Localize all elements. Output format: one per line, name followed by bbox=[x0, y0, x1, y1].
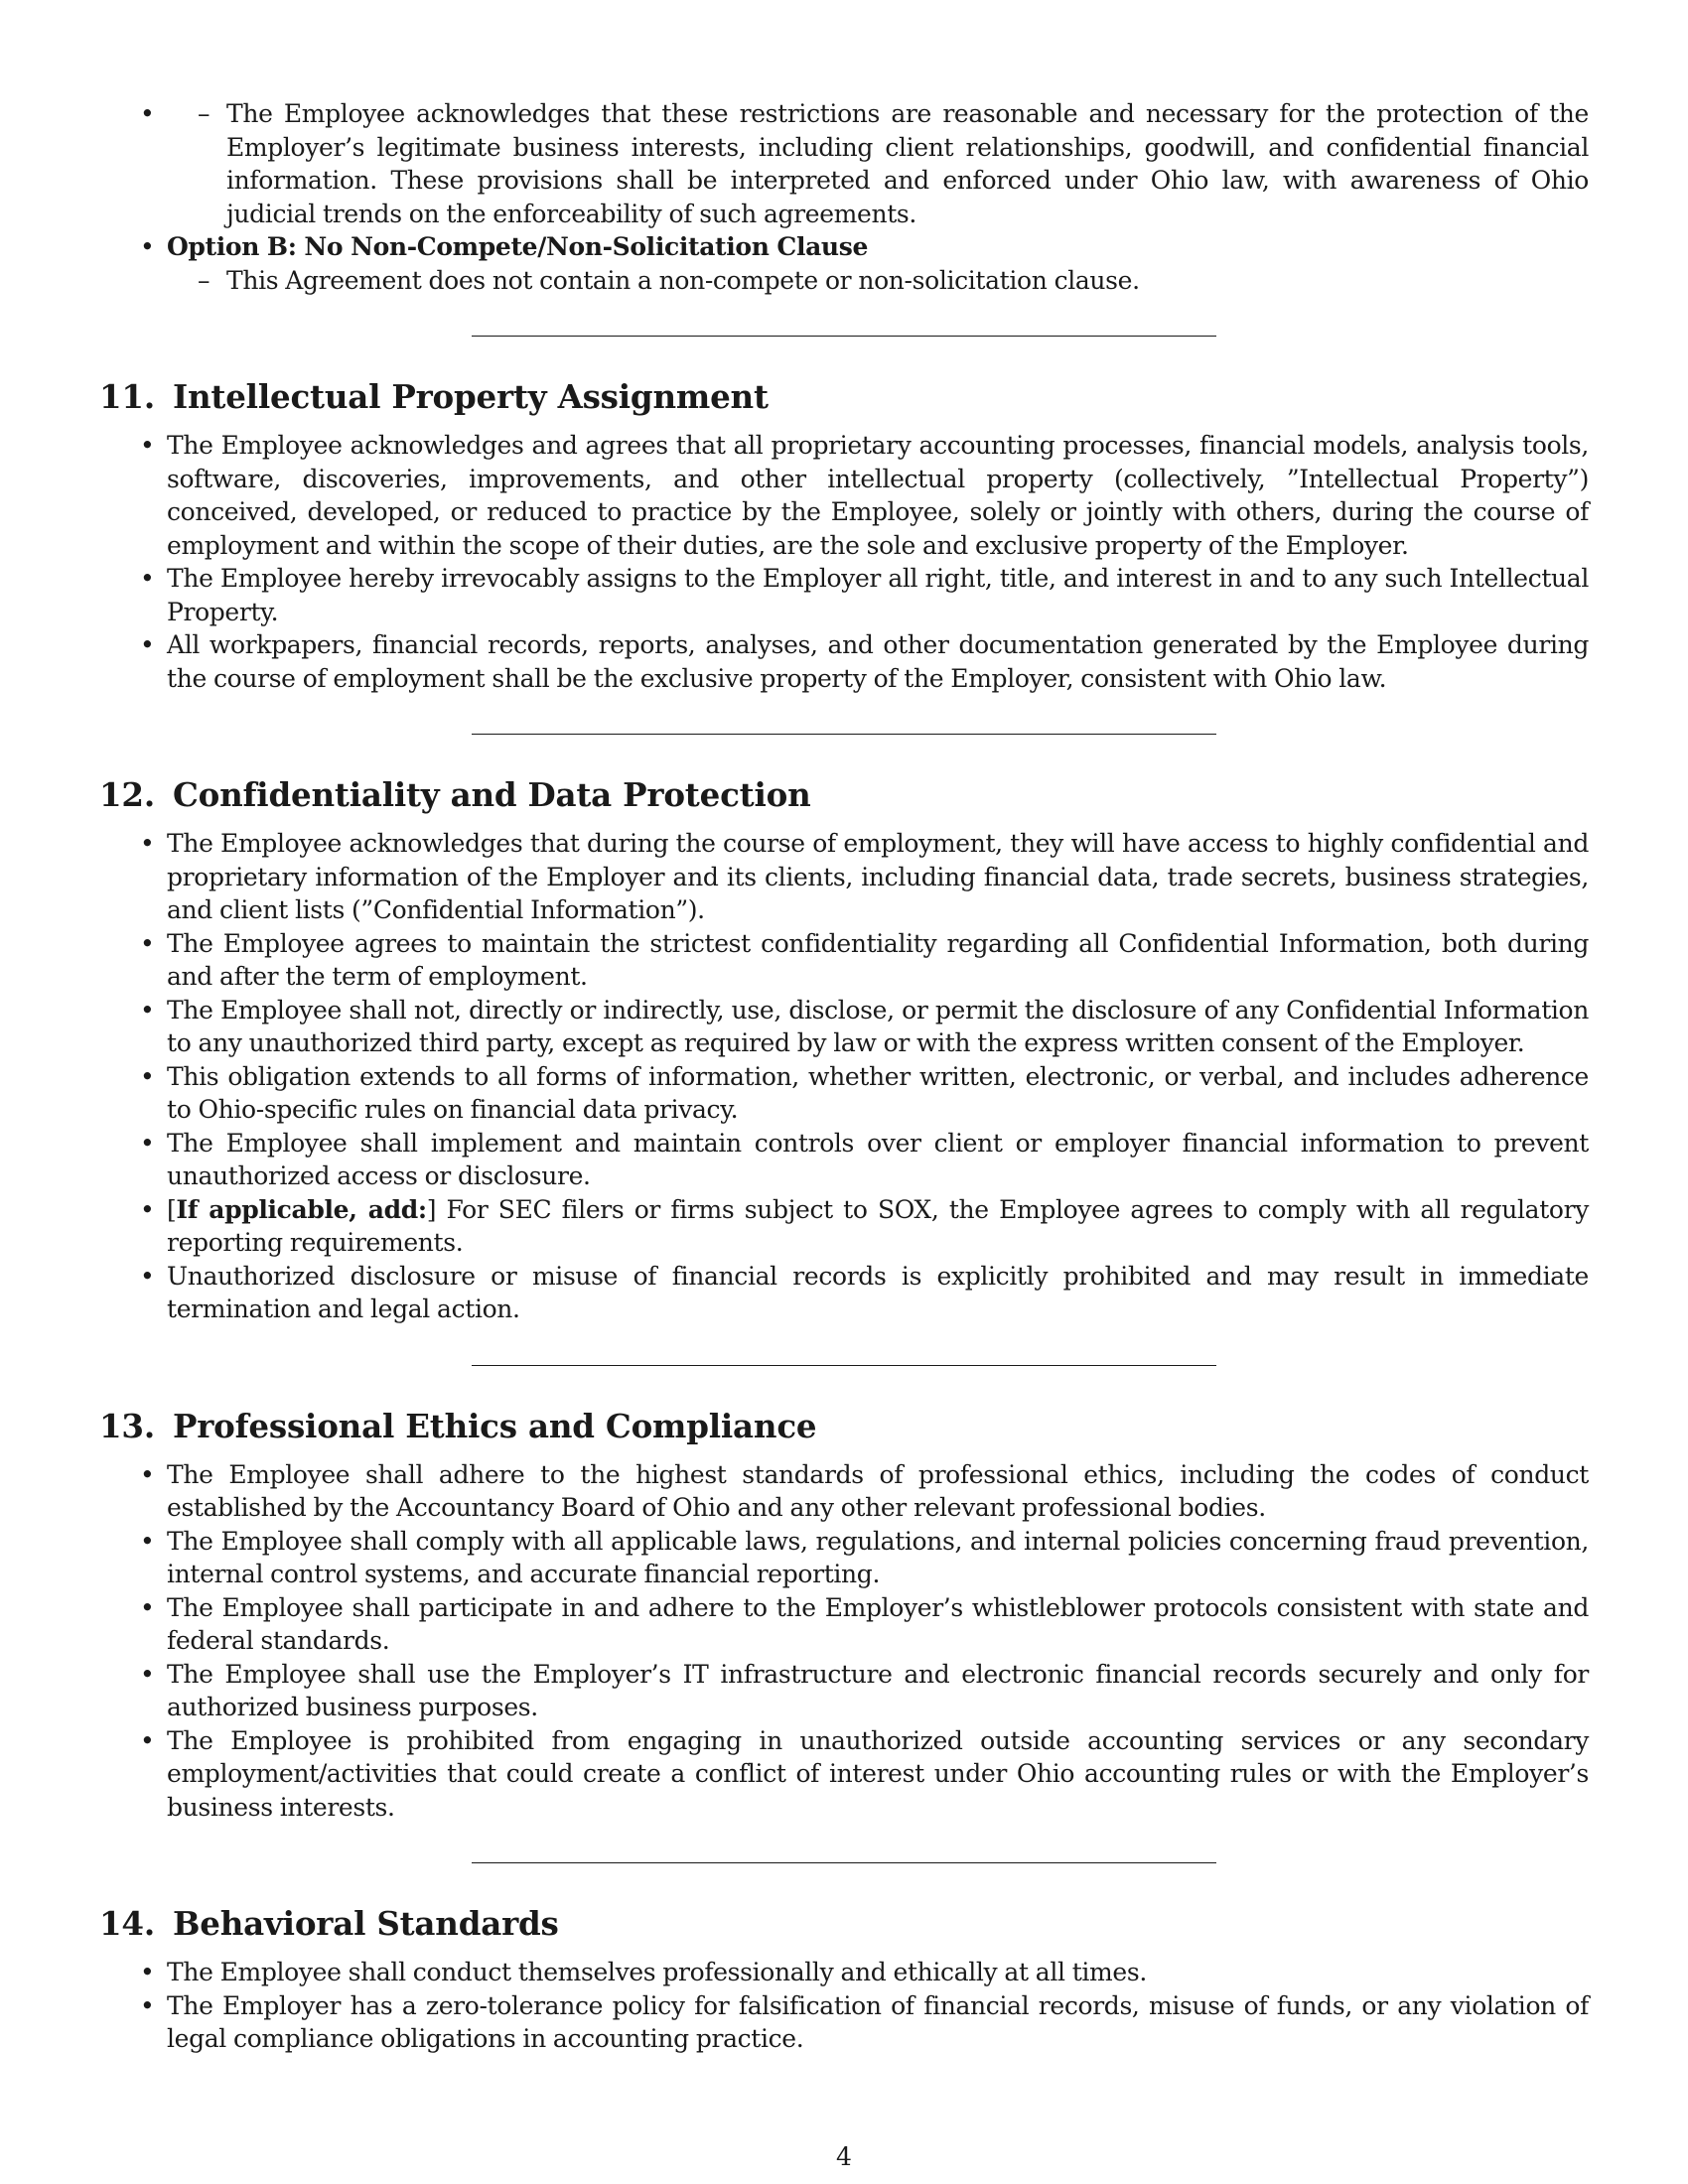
bracket-close: ] bbox=[426, 1194, 437, 1224]
list-item: • The Employee shall conduct themselves professionally and ethically at all times. bbox=[167, 1956, 1589, 1989]
sox-text: For SEC filers or firms subject to SOX, the Employee agrees to comply with all regulatory reporting requirements. bbox=[167, 1194, 1589, 1257]
list-item: • The Employee acknowledges and agrees that all proprietary accounting processes, financial models, analysis tools, software, discoveries, improvements, and other intellectual property (collectively, ”Intellectual Property”) conceived, developed, or reduced to practice by the Employee, solely or jointly with others, during the course of employment and within the scope of their duties, are the sole and exclusive property of the Employer. bbox=[167, 429, 1589, 562]
option-a-item bbox=[167, 97, 1589, 230]
section-14-list bbox=[99, 1956, 1589, 2056]
section-13-heading bbox=[99, 1407, 1589, 1446]
section-number: 14. bbox=[99, 1904, 155, 1943]
option-a-sublist bbox=[167, 97, 1589, 230]
list-item: • The Employee shall not, directly or indirectly, use, disclose, or permit the disclosure of any Confidential Information to any unauthorized third party, except as required by law or with the express written consent of the Employer. bbox=[167, 994, 1589, 1060]
section-12-list bbox=[99, 827, 1589, 1326]
section-11-list bbox=[99, 429, 1589, 695]
section-number: 11. bbox=[99, 377, 155, 416]
document-page bbox=[99, 97, 1589, 2056]
list-item: • The Employee shall comply with all applicable laws, regulations, and internal policies concerning fraud prevention, internal control systems, and accurate financial reporting. bbox=[167, 1525, 1589, 1591]
list-item: • The Employer has a zero-tolerance policy for falsification of financial records, misuse of funds, or any violation of legal compliance obligations in accounting practice. bbox=[167, 1989, 1589, 2056]
sox-prefix-label: If applicable, add: bbox=[176, 1194, 427, 1224]
option-list bbox=[99, 97, 1589, 297]
list-item: • All workpapers, financial records, reports, analyses, and other documentation generated by the Employee during the course of employment shall be the exclusive property of the Employer, consistent with Ohio law. bbox=[167, 628, 1589, 695]
list-item: • The Employee hereby irrevocably assigns to the Employer all right, title, and interest in and to any such Intellectual Property. bbox=[167, 562, 1589, 628]
section-divider bbox=[472, 1365, 1216, 1366]
section-number: 13. bbox=[99, 1406, 155, 1445]
section-13-list bbox=[99, 1458, 1589, 1825]
list-item: • The Employee agrees to maintain the strictest confidentiality regarding all Confidential Information, both during and after the term of employment. bbox=[167, 927, 1589, 994]
section-divider bbox=[472, 336, 1216, 337]
section-title: Behavioral Standards bbox=[172, 1904, 559, 1943]
section-title: Confidentiality and Data Protection bbox=[172, 775, 811, 814]
option-b-label: Option B: No Non-Compete/Non-Solicitation Clause bbox=[167, 232, 869, 261]
list-item: • The Employee shall implement and maintain controls over client or employer financial information to prevent unauthorized access or disclosure. bbox=[167, 1127, 1589, 1193]
option-b-text: – This Agreement does not contain a non-compete or non-solicitation clause. bbox=[226, 264, 1589, 298]
section-11-heading bbox=[99, 377, 1589, 417]
section-number: 12. bbox=[99, 775, 155, 814]
option-b-sublist bbox=[167, 264, 1589, 298]
page-number: 4 bbox=[836, 2142, 852, 2171]
section-12-heading bbox=[99, 775, 1589, 815]
bracket-open: [ bbox=[167, 1194, 177, 1224]
list-item: • The Employee shall adhere to the highest standards of professional ethics, including the codes of conduct established by the Accountancy Board of Ohio and any other relevant professional bodies. bbox=[167, 1458, 1589, 1525]
section-title: Professional Ethics and Compliance bbox=[172, 1406, 817, 1445]
list-item: • The Employee shall participate in and adhere to the Employer’s whistleblower protocols consistent with state and federal standards. bbox=[167, 1591, 1589, 1658]
section-divider bbox=[472, 1862, 1216, 1863]
list-item-sox bbox=[167, 1193, 1589, 1260]
list-item: • The Employee acknowledges that during the course of employment, they will have access to highly confidential and proprietary information of the Employer and its clients, including financial data, trade secrets, business strategies, and client lists (”Confidential Information”). bbox=[167, 827, 1589, 927]
section-divider bbox=[472, 734, 1216, 735]
option-a-tail-text: – • The Employee acknowledges that these restrictions are reasonable and necessary for the protection of the Employer’s legitimate business interests, including client relationships, goodwill, and confidential financial information. These provisions shall be interpreted and enforced under Ohio law, with awareness of Ohio judicial trends on the enforceability of such agreements. bbox=[226, 97, 1589, 230]
option-b-item bbox=[167, 230, 1589, 297]
section-14-heading bbox=[99, 1904, 1589, 1944]
list-item: • Unauthorized disclosure or misuse of financial records is explicitly prohibited and may result in immediate termination and legal action. bbox=[167, 1260, 1589, 1326]
list-item: • The Employee is prohibited from engaging in unauthorized outside accounting services or any secondary employment/activities that could create a conflict of interest under Ohio accounting rules or with the Employer’s business interests. bbox=[167, 1724, 1589, 1825]
list-item: • This obligation extends to all forms of information, whether written, electronic, or verbal, and includes adherence to Ohio-specific rules on financial data privacy. bbox=[167, 1060, 1589, 1127]
section-10-continuation bbox=[99, 97, 1589, 297]
section-title: Intellectual Property Assignment bbox=[172, 377, 769, 416]
list-item: • The Employee shall use the Employer’s IT infrastructure and electronic financial records securely and only for authorized business purposes. bbox=[167, 1658, 1589, 1724]
